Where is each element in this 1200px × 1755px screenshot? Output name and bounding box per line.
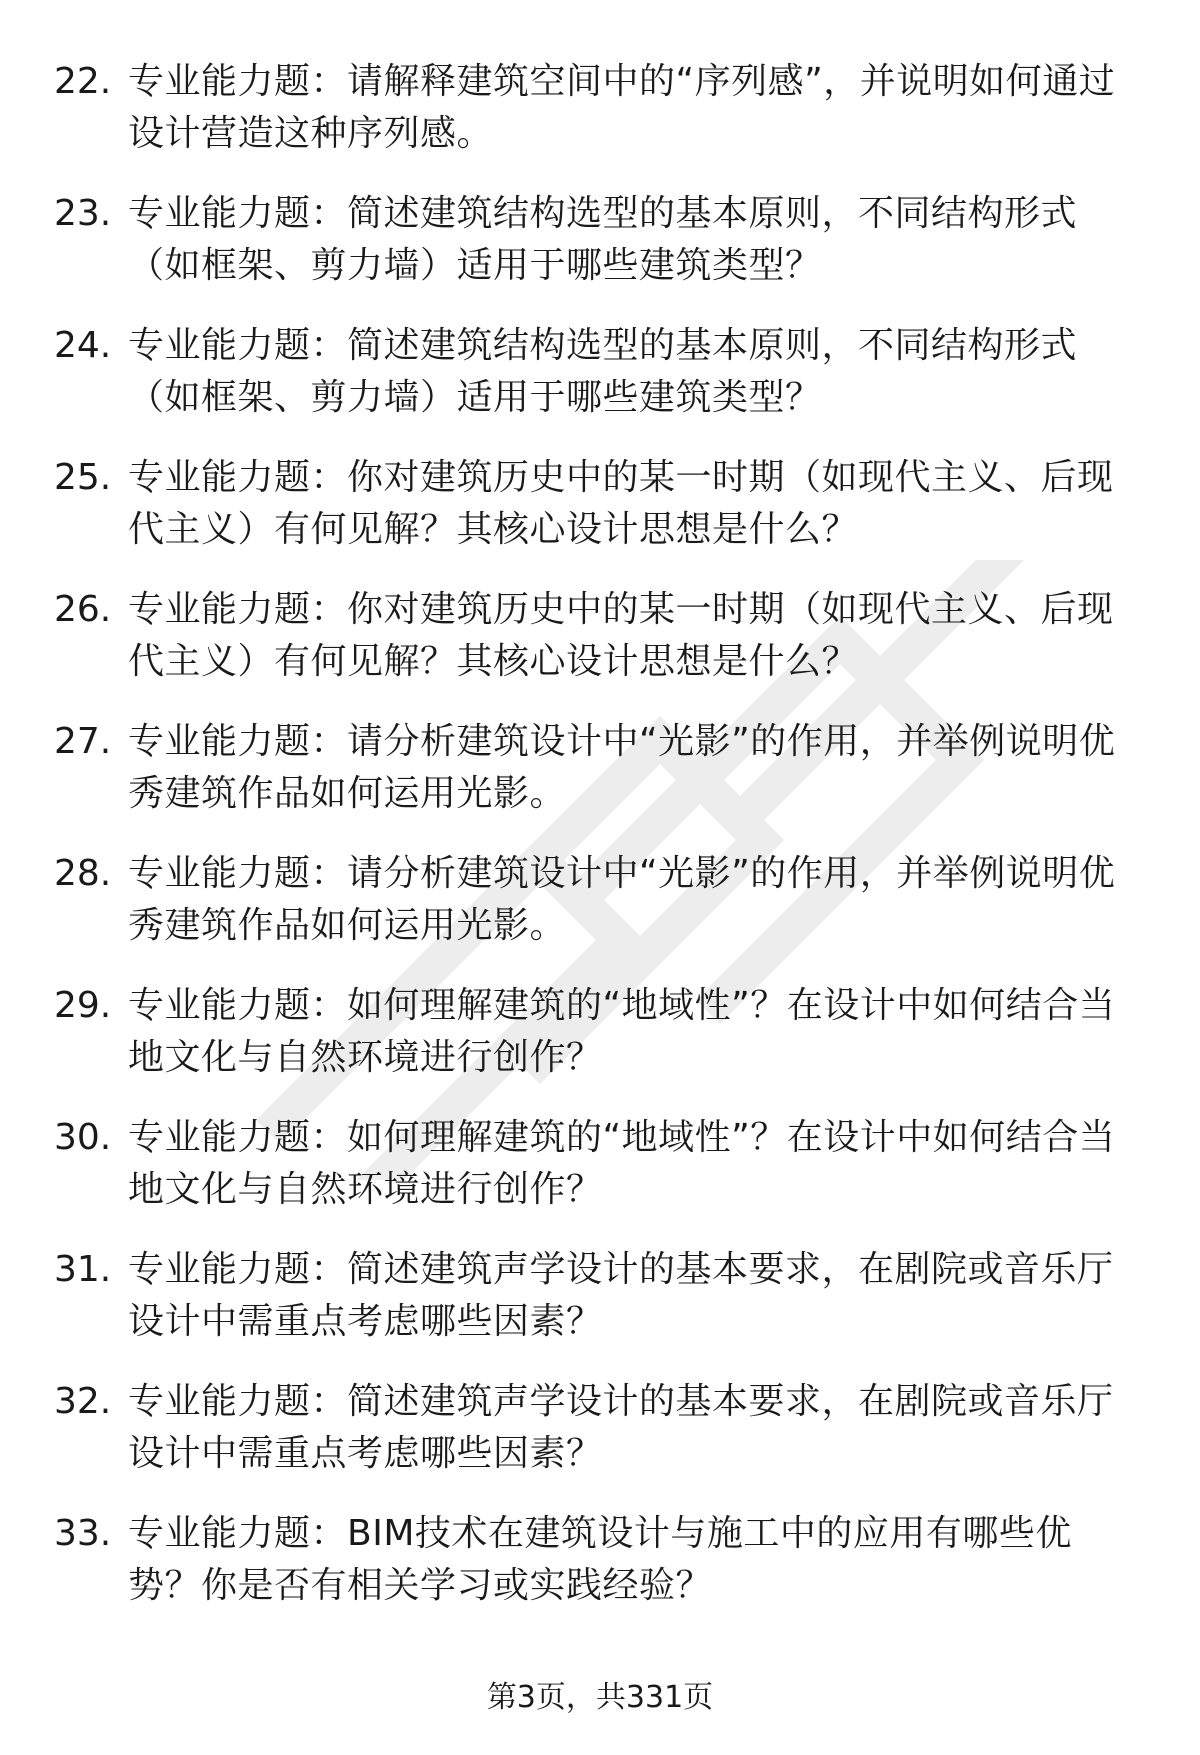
question-text: 专业能力题：请解释建筑空间中的“序列感”，并说明如何通过设计营造这种序列感。 [128,61,1116,154]
question-item [0,584,1200,716]
question-item [0,452,1200,584]
question-item [0,716,1200,848]
page-footer: 第3页，共331页 [486,1680,714,1715]
question-text: 专业能力题：简述建筑结构选型的基本原则，不同结构形式（如框架、剪力墙）适用于哪些建筑类型？ [128,193,1078,286]
question-item [0,848,1200,980]
question-number: 29. [54,985,112,1026]
question-item [0,980,1200,1112]
question-item [0,1508,1200,1640]
question-text: 专业能力题：BIM技术在建筑设计与施工中的应用有哪些优势？你是否有相关学习或实践经验？ [128,1513,1072,1606]
question-number: 22. [54,61,112,102]
question-number: 24. [54,325,112,366]
question-text: 专业能力题：如何理解建筑的“地域性”？在设计中如何结合当地文化与自然环境进行创作？ [128,1117,1116,1210]
question-number: 32. [54,1381,112,1422]
question-item [0,1244,1200,1376]
question-item [0,1376,1200,1508]
question-list [0,56,1200,1640]
question-text: 专业能力题：请分析建筑设计中“光影”的作用，并举例说明优秀建筑作品如何运用光影。 [128,853,1116,946]
question-text: 专业能力题：如何理解建筑的“地域性”？在设计中如何结合当地文化与自然环境进行创作？ [128,985,1116,1078]
question-text: 专业能力题：简述建筑结构选型的基本原则，不同结构形式（如框架、剪力墙）适用于哪些建筑类型？ [128,325,1078,418]
question-text: 专业能力题：你对建筑历史中的某一时期（如现代主义、后现代主义）有何见解？其核心设计思想是什么？ [128,589,1114,682]
question-number: 30. [54,1117,112,1158]
question-item [0,1112,1200,1244]
question-text: 专业能力题：你对建筑历史中的某一时期（如现代主义、后现代主义）有何见解？其核心设计思想是什么？ [128,457,1114,550]
question-text: 专业能力题：请分析建筑设计中“光影”的作用，并举例说明优秀建筑作品如何运用光影。 [128,721,1116,814]
question-item [0,188,1200,320]
question-item [0,56,1200,188]
question-number: 27. [54,721,112,762]
question-text: 专业能力题：简述建筑声学设计的基本要求，在剧院或音乐厅设计中需重点考虑哪些因素？ [128,1249,1114,1342]
question-number: 25. [54,457,112,498]
question-item [0,320,1200,452]
question-number: 33. [54,1513,112,1554]
question-text: 专业能力题：简述建筑声学设计的基本要求，在剧院或音乐厅设计中需重点考虑哪些因素？ [128,1381,1114,1474]
question-number: 31. [54,1249,112,1290]
question-number: 23. [54,193,112,234]
question-number: 26. [54,589,112,630]
question-number: 28. [54,853,112,894]
